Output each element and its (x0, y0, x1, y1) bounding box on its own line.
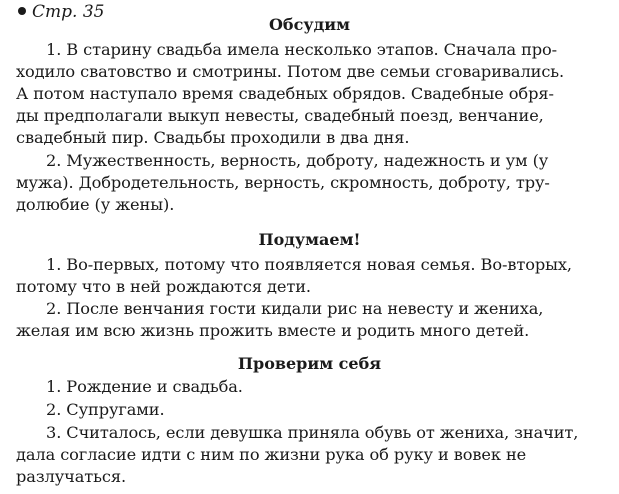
section-heading-think: Подумаем! (258, 230, 361, 249)
text-line: 3. Считалось, если девушка приняла обувь от жениха, значит, (46, 423, 579, 442)
text-line: ходило сватовство и смотрины. Потом две семьи сговаривались. (16, 62, 565, 81)
text-line: желая им всю жизнь прожить вместе и родить много детей. (16, 321, 530, 340)
text-line: потому что в ней рождаются дети. (16, 277, 311, 296)
text-line: А потом наступало время свадебных обрядов. Свадебные обря- (16, 84, 554, 103)
text-line: ды предполагали выкуп невесты, свадебный поезд, венчание, (16, 106, 544, 125)
text-line: свадебный пир. Свадьбы проходили в два дня. (16, 128, 410, 147)
text-line: 2. Супругами. (46, 400, 165, 419)
text-line: разлучаться. (16, 467, 126, 486)
text-line: 1. Рождение и свадьба. (46, 377, 243, 396)
text-line: 2. Мужественность, верность, доброту, надежность и ум (у (46, 151, 549, 170)
text-line: дала согласие идти с ним по жизни рука об руку и вовек не (16, 445, 527, 464)
text-line: долюбие (у жены). (16, 195, 175, 214)
text-line: 1. В старину свадьба имела несколько этапов. Сначала про- (46, 40, 558, 59)
text-line: 2. После венчания гости кидали рис на невесту и жениха, (46, 299, 544, 318)
section-heading-check: Проверим себя (237, 354, 382, 373)
section-heading-discuss: Обсудим (268, 15, 351, 34)
text-line: мужа). Добродетельность, верность, скромность, доброту, тру- (16, 173, 550, 192)
text-line: 1. Во-первых, потому что появляется новая семья. Во-вторых, (46, 255, 572, 274)
page-number-label: Стр. 35 (32, 2, 105, 22)
